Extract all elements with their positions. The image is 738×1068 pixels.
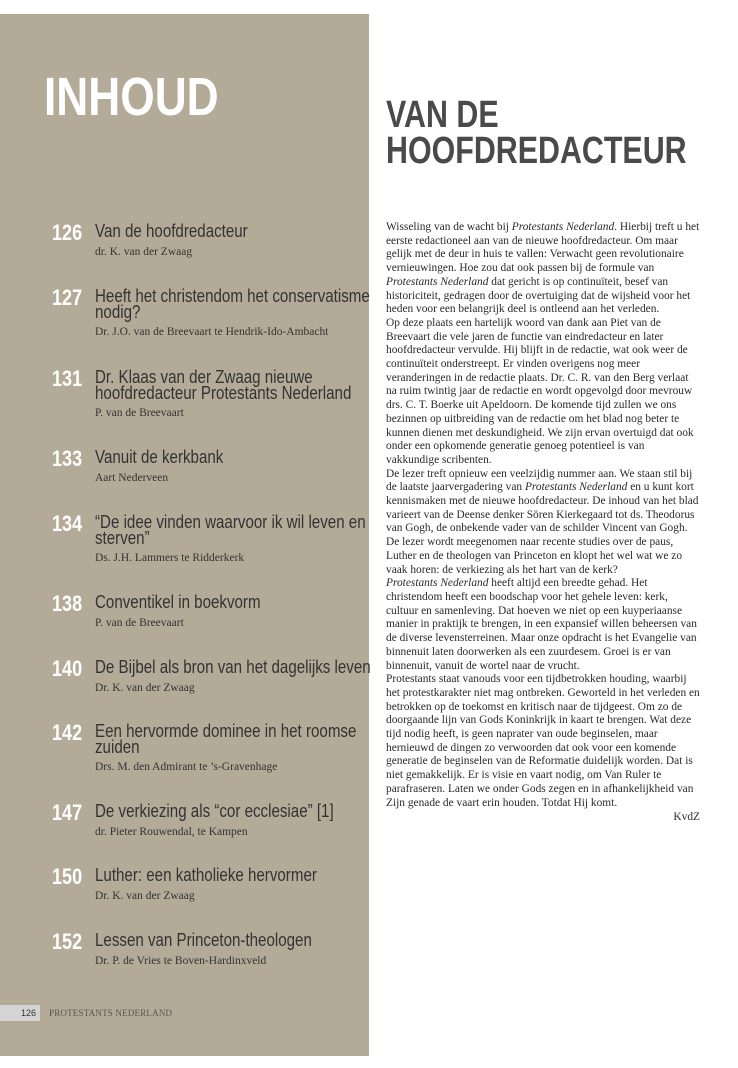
toc-author: dr. K. van der Zwaag (95, 246, 193, 258)
toc-author: Drs. M. den Admirant te ’s-Gravenhage (95, 761, 278, 773)
toc-title: Conventikel in boekvorm (95, 592, 261, 612)
paragraph-text: dat gericht is op continuïteit, besef van historiciteit, gedragen door de overtuiging dat de wijsheid voor het heden voor een belangrijk deel is ontleend aan het verleden. (386, 275, 691, 316)
paragraph-text: heeft altijd een breedte gehad. Het christendom heeft een boodschap voor het gehele leven: kerk, cultuur en samenleving. Dat hoeven we niet op een kuyperiaanse manier in praktijk te brengen, in een expansief willen beheersen van de diverse levensterreinen. Maar onze opdracht is het Evangelie van binnenuit laten doorwerken als een zuurdesem. Groei is er van binnenuit, vanuit de wortel naar de vrucht. (386, 577, 697, 672)
page-number: 126 (0, 1005, 40, 1021)
article-paragraph (386, 673, 700, 810)
toc-author: Aart Nederveen (95, 472, 169, 484)
toc-page-number: 138 (52, 591, 83, 616)
publication-name-italic: Protestants Nederland (386, 275, 489, 288)
toc-page-number: 126 (52, 220, 83, 245)
article-body (386, 221, 700, 825)
toc-author: Dr. K. van der Zwaag (95, 682, 195, 694)
toc-title: De Bijbel als bron van het dagelijks leven (95, 657, 371, 677)
article-title-line-1: VAN DE (386, 94, 499, 136)
paragraph-text: De lezer treft opnieuw een veelzijdig nummer aan. We staan stil bij de laatste jaarvergadering van (386, 467, 693, 494)
toc-author: Dr. P. de Vries te Boven-Hardinxveld (95, 955, 267, 967)
publication-name-italic: Protestants Nederland (386, 577, 489, 590)
author-signature: KvdZ (673, 811, 700, 824)
toc-author: dr. Pieter Rouwendal, te Kampen (95, 826, 248, 838)
toc-title: Luther: een katholieke hervormer (95, 865, 317, 885)
paragraph-text: Protestants staat vanouds voor een tijdbetrokken houding, waarbij het protestkarakter niet mag ontbreken. Geworteld in het verleden en betrokken op de toekomst en kritisch naar de tijdgeest. Om zo de doorgaande lijn van Gods Koninkrijk in kaart te brengen. Wat deze tijd nodig heeft, is geen naprater van oude beginselen, maar hernieuwd de dingen zo verwoorden dat ook voor een komende generatie de beginselen van de Reformatie duidelijk worden. Dat is niet gemakkelijk. Er is visie en vaart nodig, om Van Ruler te parafraseren. Laten we onder Gods zegen en in afhankelijkheid van Zijn genade de vaart erin houden. Totdat Hij komt. (386, 673, 700, 809)
article-paragraph (386, 317, 700, 468)
toc-title: Een hervormde dominee in het roomse zuiden (95, 721, 357, 757)
contents-heading: INHOUD (44, 67, 219, 127)
toc-page-number: 147 (52, 800, 83, 825)
publication-name-italic: Protestants Nederland (511, 221, 615, 233)
paragraph-text: en u kunt kort kennismaken met de nieuwe hoofdredacteur. De inhoud van het blad varieert van de Deense denker Sören Kierkegaard tot ds. Theodorus van Gogh, de onbekende vader van de schilder Vincent van Gogh. De lezer wordt meegenomen naar recente studies over de paus, Luther en de theologen van Princeton en klopt het wel wat we zo vaak horen: de verkiezing als het hart van de kerk? (386, 481, 699, 576)
paragraph-text: . Hierbij treft u het eerste redactioneel aan van de nieuwe hoofdredacteur. Om maar gelijk met de deur in huis te vallen: Verwacht geen revolutionaire vernieuwingen. Hoe zou dat ook passen bij de formule van (386, 221, 700, 275)
toc-title: Dr. Klaas van der Zwaag nieuwe hoofdredacteur Protestants Nederland (95, 367, 352, 403)
toc-title: Lessen van Princeton-theologen (95, 930, 312, 950)
toc-author: Dr. K. van der Zwaag (95, 890, 195, 902)
article-paragraph (386, 468, 700, 578)
toc-title: Heeft het christendom het conservatisme nodig? (95, 286, 370, 322)
toc-page-number: 134 (52, 511, 83, 536)
toc-page-number: 127 (52, 285, 83, 310)
toc-page-number: 133 (52, 446, 83, 471)
toc-author: P. van de Breevaart (95, 617, 184, 629)
paragraph-text: Wisseling van de wacht bij (386, 221, 512, 233)
article-paragraph (386, 221, 700, 317)
toc-title: Vanuit de kerkbank (95, 447, 224, 467)
toc-author: Ds. J.H. Lammers te Ridderkerk (95, 552, 245, 564)
toc-title: De verkiezing als “cor ecclesiae” [1] (95, 801, 334, 821)
toc-page-number: 140 (52, 656, 83, 681)
article-title (386, 94, 722, 172)
publication-name: PROTESTANTS NEDERLAND (49, 1008, 173, 1018)
toc-author: P. van de Breevaart (95, 407, 184, 419)
toc-page-number: 142 (52, 720, 83, 745)
toc-page-number: 131 (52, 366, 83, 391)
paragraph-text: Op deze plaats een hartelijk woord van dank aan Piet van de Breevaart die vele jaren de functie van eindredacteur en later hoofdredacteur vervulde. Hij blijft in de redactie, wat ook weer de continuïteit onderstreept. Er vinden overigens nog meer veranderingen in de redactie plaats. Dr. C. R. van den Berg verlaat na ruim twintig jaar de redactie en wordt opgevolgd door mevrouw drs. C. T. Boerke uit Apeldoorn. De komende tijd zullen we ons bezinnen op uitbreiding van de redactie om het blad nog beter te kunnen dienen met deskundigheid. We zijn ervan overtuigd dat ook onder een opkomende generatie genoeg potentieel is van vakkundige scribenten. (386, 316, 694, 466)
article-paragraph (386, 577, 700, 673)
toc-title: Van de hoofdredacteur (95, 221, 248, 241)
toc-page-number: 150 (52, 864, 83, 889)
article-title-line-2: HOOFDREDACTEUR (386, 130, 687, 172)
toc-page-number: 152 (52, 929, 83, 954)
toc-author: Dr. J.O. van de Breevaart te Hendrik-Ido-Ambacht (95, 326, 329, 338)
toc-title: “De idee vinden waarvoor ik wil leven en sterven” (95, 512, 366, 548)
publication-name-italic: Protestants Nederland (524, 481, 628, 494)
